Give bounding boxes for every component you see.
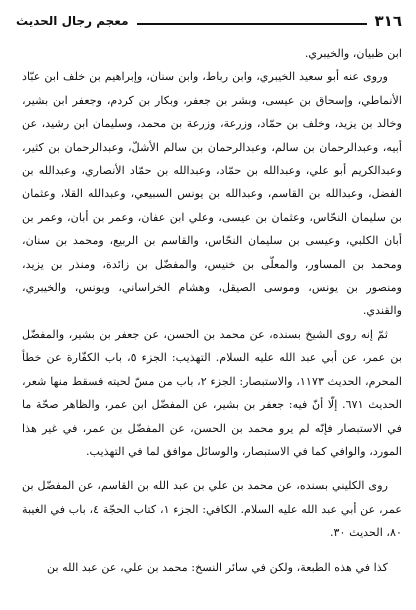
page-number: ٣١٦ [374,12,402,30]
header-rule [137,23,367,25]
page-header [16,6,402,30]
paragraph: ابن ظبيان، والخيبري. [304,47,402,60]
book-title: معجم رجال الحديث [16,14,129,28]
paragraph: وروى عنه أبو سعيد الخيبري، وابن رباط، وابن سنان، وإبراهيم بن خلف ابن عبّاد الأنماطي، وإسحاق بن عيسى، وبشر بن جعفر، وبكار بن كردم، وجعفر ابن بشير، وخالد بن يزيد، وخلف بن حمّاد، وزرعة، وزرعة بن محمد، وسليمان ابن رشيد، عن أبيه، وعبدالرحمان بن سالم، وعبدالرحمان بن سالم الأشلّ، وعبدالرحمان بن كثير، وعبدالكريم أبو علي، وعبدالله بن حمّاد، وعبدالله بن حمّاد الأنصاري، وعبدالله بن الفضل، وعبدالله بن القاسم، وعبدالله بن يونس السبيعي، وعبدالله القلا، وعثمان بن سليمان النحّاس، وعثمان بن عيسى، وعلي ابن عفان، وعمر بن أبان، وعمر بن أبان الكلبي، وعيسى بن سليمان النحّاس، والقاسم بن الربيع، ومحمد بن سنان، ومحمد بن المساور، والمعلّى بن خنيس، والمفضّل بن زائدة، ومنذر بن يزيد، ومنصور بن يونس، وموسى الصيقل، وهشام الخراساني، ويونس، والخيبري، والقندي. [22,70,402,318]
paragraph: ثمّ إنه روى الشيخ بسنده، عن محمد بن الحسن، عن جعفر بن بشير، والمفضّل بن عمر، عن أبي عبد الله عليه السلام. التهذيب: الجزء ٥، باب الكفّارة عن خطأ المحرم، الحديث ١١٧٣، والاستبصار: الجزء ٢، باب من مسّ لحيته فسقط منها شعر، الحديث ٦٧١. إلّا أنّ فيه: جعفر بن بشير، عن المفضّل ابن عمر، والظاهر صحّة ما في الاستبصار فإنّه لم يرو محمد بن الحسن، عن المفضّل بن عمر، في غير هذا المورد، والوافي كما في الاستبصار، والوسائل موافق لما في التهذيب. [22,327,402,458]
body-text [22,42,402,579]
paragraph: روى الكليني بسنده، عن محمد بن علي بن عبد الله بن القاسم، عن المفضّل بن عمر، عن أبي عبد الله عليه السلام. الكافي: الجزء ١، كتاب الحجّة ٤، باب في الغيبة ٨٠، الحديث ٣٠. [22,479,402,540]
paragraph: كذا في هذه الطبعة، ولكن في سائر النسخ: محمد بن علي، عن عبد الله بن [46,560,388,574]
